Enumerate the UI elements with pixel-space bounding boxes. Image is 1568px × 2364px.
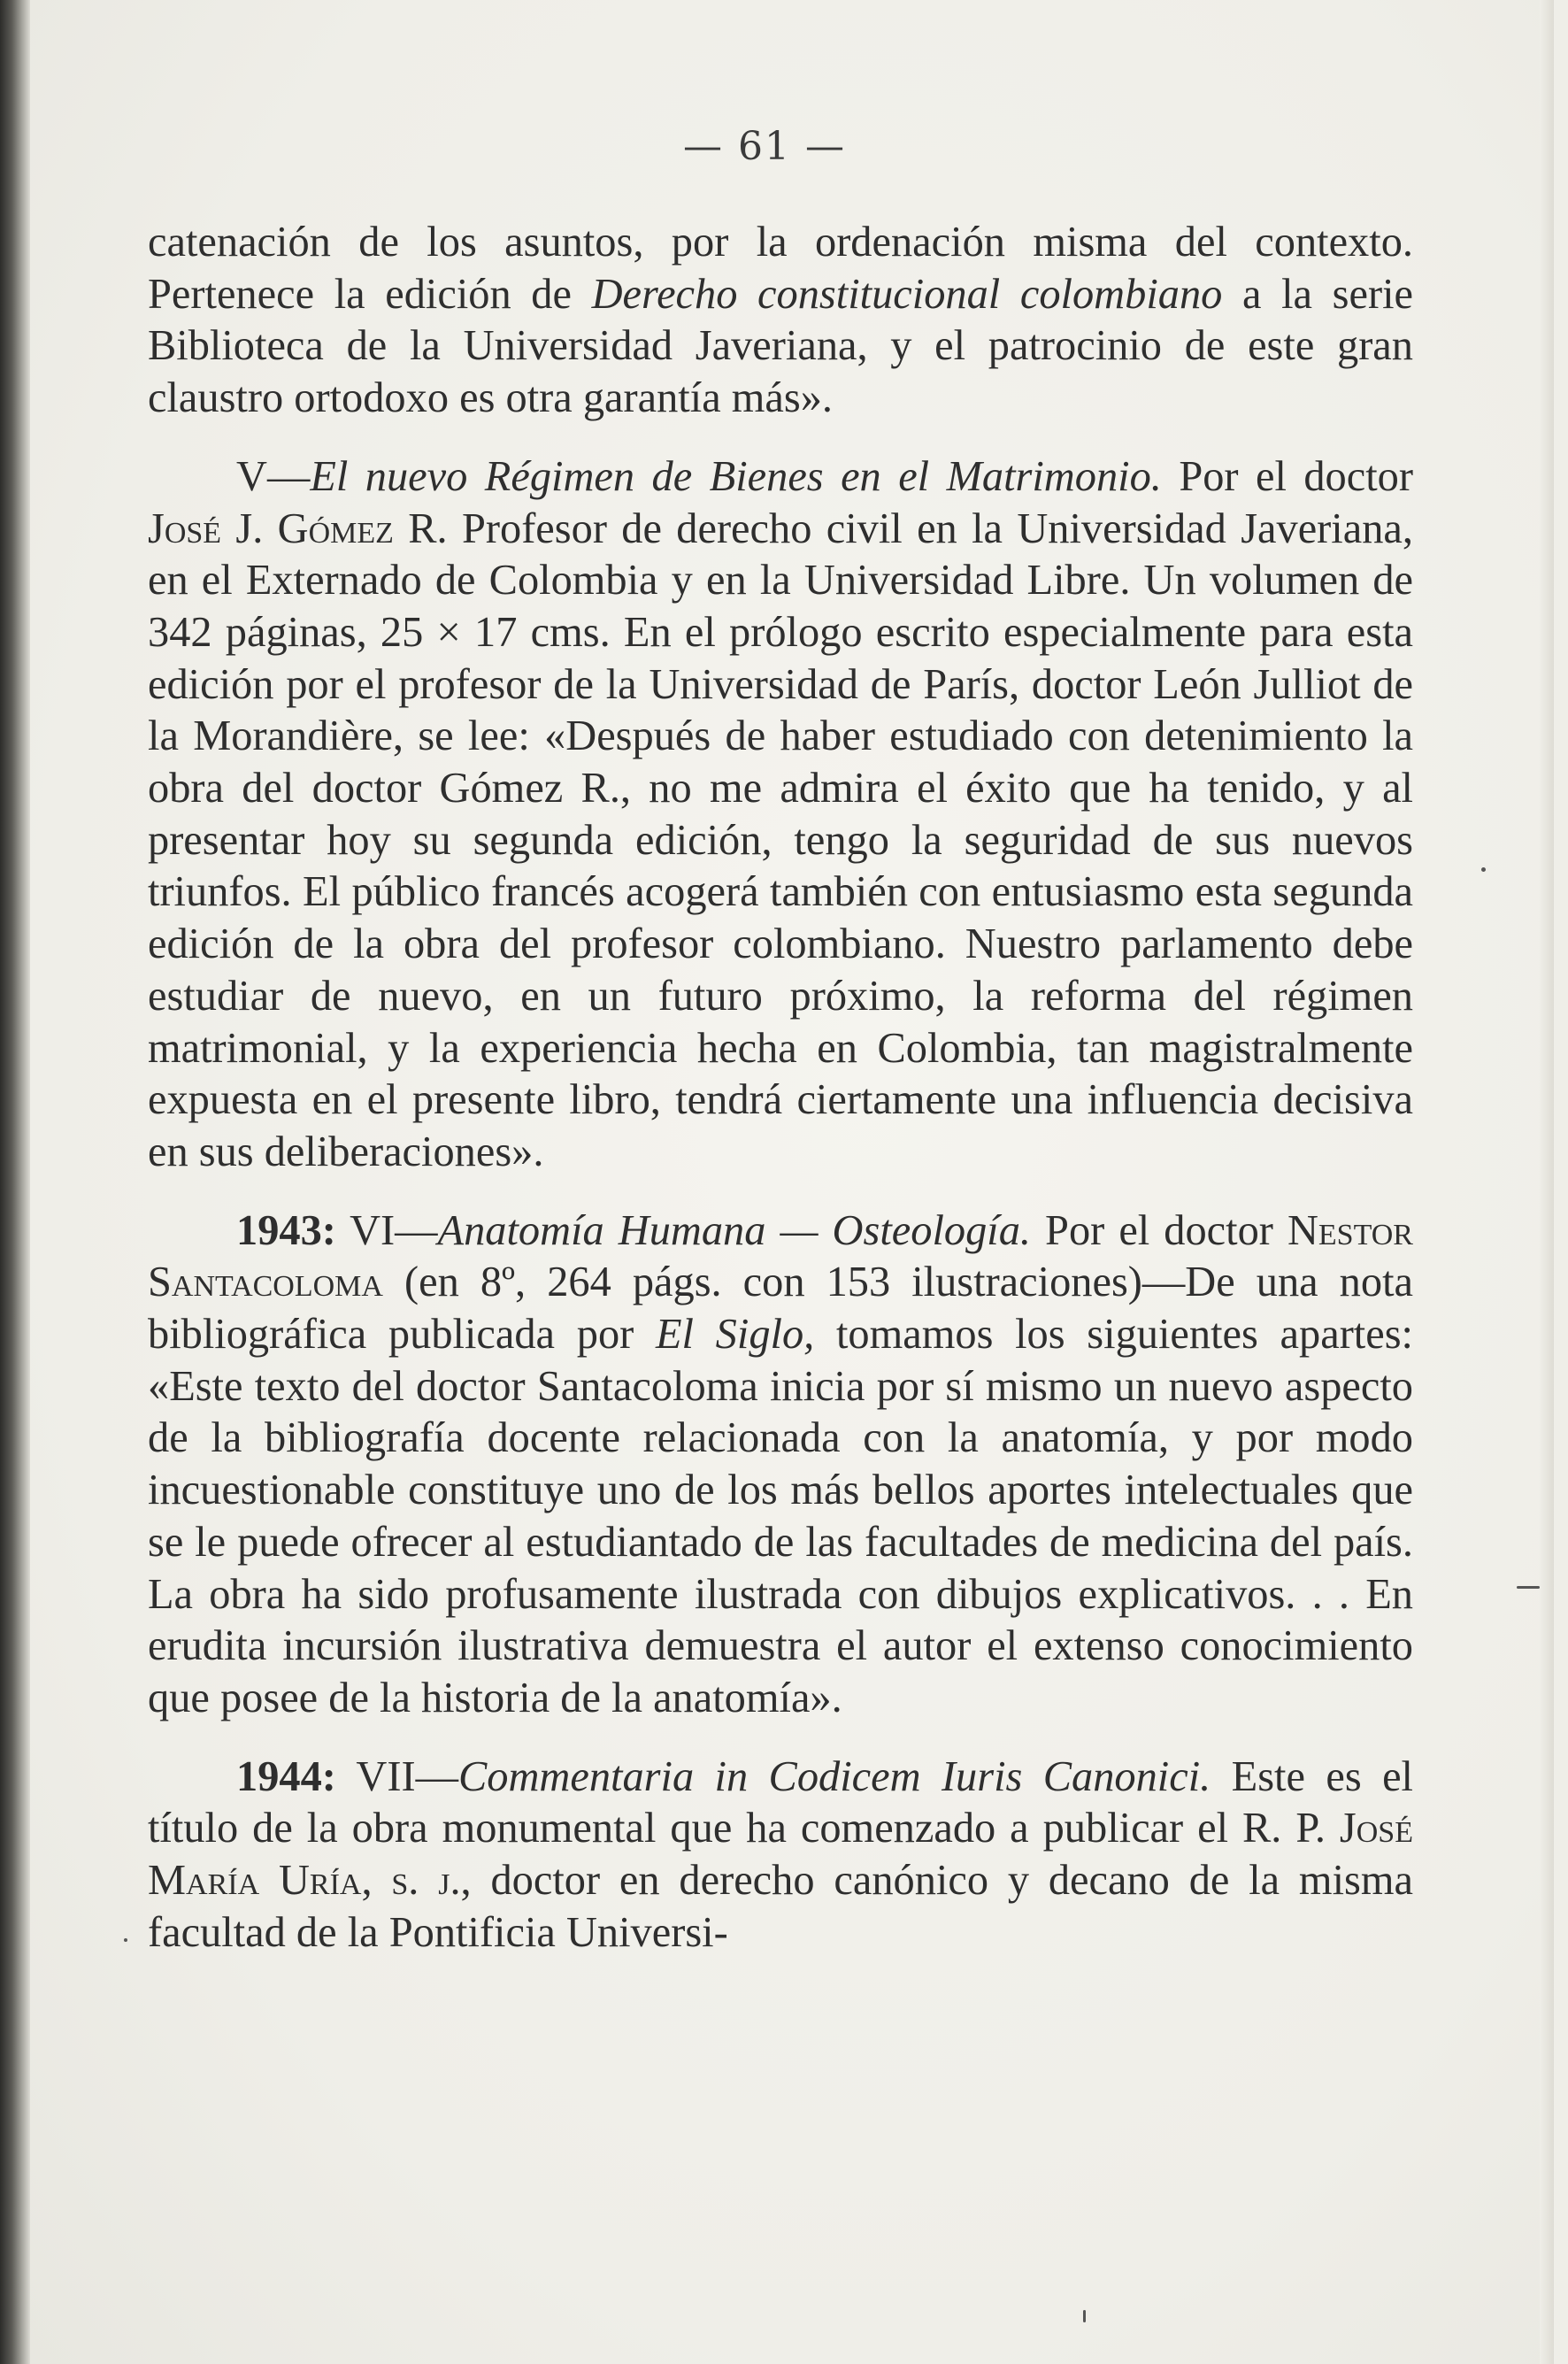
text-run: catenación de los asuntos, por la ordenación misma del contexto. Pertenece la edición de — [148, 219, 1413, 318]
item-number: V— — [236, 452, 311, 500]
item-number: VI— — [335, 1206, 438, 1254]
source-title: El Siglo, — [655, 1311, 815, 1359]
text-run: a la serie Biblioteca de la Universidad Javeriana, y el patrocinio de este gran claustro ortodoxo es otra garantía más». — [148, 270, 1413, 422]
author-name: Nestor Santacoloma — [148, 1206, 1413, 1306]
item-number: VII— — [335, 1752, 458, 1800]
book-title: Commentaria in Codicem Iuris Canonici. — [457, 1752, 1211, 1800]
paragraph-continuation — [148, 217, 1413, 425]
text-run: (en 8º, 264 págs. con 153 ilustraciones)—De una nota bibliográfica publicada por — [148, 1259, 1413, 1359]
book-spine-shadow — [0, 0, 30, 2364]
order-abbreviation: s. j., — [372, 1857, 472, 1905]
text-run: doctor en derecho canónico y decano de la misma facultad de la Pontificia Universi- — [148, 1857, 1413, 1956]
book-title: Anatomía Humana — Osteología. — [437, 1206, 1032, 1254]
author-name: José María Uría, — [148, 1805, 1413, 1905]
text-run: Por el doctor — [1031, 1206, 1287, 1254]
paper-speck — [1083, 2310, 1086, 2322]
book-title: Derecho constitucional colombiano — [591, 270, 1223, 318]
year-label: 1943: — [236, 1206, 336, 1254]
year-label: 1944: — [236, 1752, 336, 1800]
author-name: José J. Gómez R. — [148, 504, 448, 552]
paragraph-item-v — [148, 451, 1413, 1179]
page-edge-shadow — [1540, 0, 1554, 2364]
body-text — [148, 217, 1413, 1960]
text-run: tomamos los siguientes apartes: «Este texto del doctor Santacoloma inicia por sí mismo un nuevo aspecto de la bibliografía docente relacionada con la anatomía, y por modo incuestionable constituye uno de los más bellos aportes intelectuales que se le puede ofrecer al estudiantado de las facultades de medicina del país. La obra ha sido profusamente ilustrada con dibujos explicativos. . . En erudita incursión ilustrativa demuestra el autor el extenso conocimiento que posee de la historia de la anatomía». — [148, 1311, 1414, 1721]
paragraph-item-vi — [148, 1205, 1413, 1725]
text-run: Profesor de derecho civil en la Universidad Javeriana, en el Externado de Colombia y en la Universidad Libre. Un volumen de 342 páginas, 25 × 17 cms. En el prólogo escrito especialmente para esta edición por el profesor de la Universidad de París, doctor León Julliot de la Morandière, se lee: «Después de haber estudiado con detenimiento la obra del doctor Gómez R., no me admira el éxito que ha tenido, y al presentar hoy su segunda edición, tengo la seguridad de sus nuevos triunfos. El público francés acogerá también con entusiasmo esta segunda edición de la obra del profesor colombiano. Nuestro parlamento debe estudiar de nuevo, en un futuro próximo, la reforma del régimen matrimonial, y la experiencia hecha en Colombia, tan magistralmente expuesta en el presente libro, tendrá ciertamente una influencia decisiva en sus deliberaciones». — [148, 504, 1413, 1175]
text-run: Este es el título de la obra monumental que ha comenzado a publicar el R. P. — [148, 1752, 1413, 1852]
book-title: El nuevo Régimen de Bienes en el Matrimonio. — [310, 452, 1162, 500]
paper-speck — [124, 1938, 127, 1942]
page-number: — 61 — — [683, 124, 846, 169]
paper-speck — [1517, 1586, 1540, 1589]
page-paper — [30, 0, 1554, 2364]
paragraph-item-vii — [148, 1752, 1413, 1960]
paper-speck — [1481, 867, 1486, 872]
text-run: Por el doctor — [1161, 452, 1413, 500]
